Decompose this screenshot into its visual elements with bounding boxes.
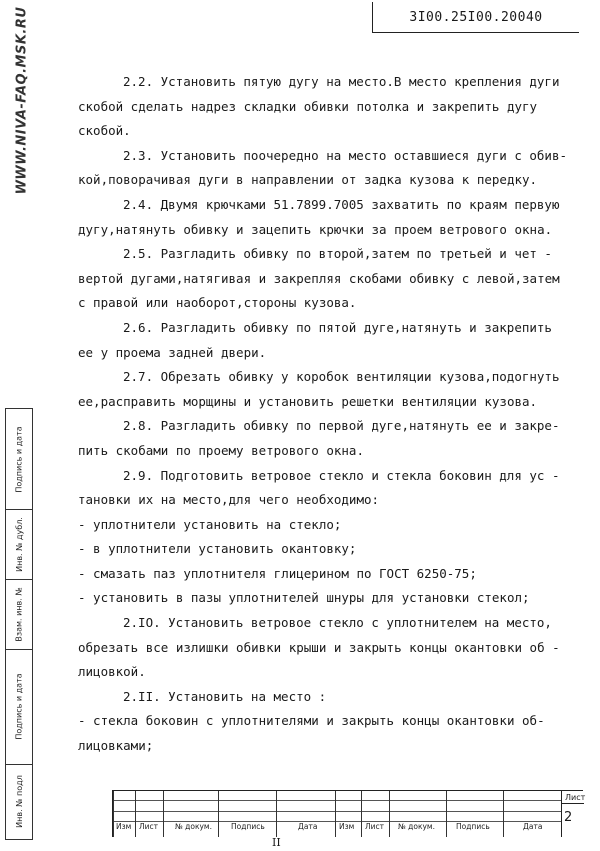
text-line: 2.IO. Установить ветровое стекло с уплотнителем на место, [123,615,552,631]
paragraph [78,685,578,710]
side-stamp-cell [6,579,32,650]
document-code-box [372,2,579,33]
paragraph [78,144,578,193]
text-line: обрезать все излишки обивки крыши и закрыть концы окантовки об - [78,639,560,655]
text-line: 2.6. Разгладить обивку по пятой дуге,натянуть и закрепить [123,319,552,335]
paragraph [78,242,578,316]
text-line: вертой дугами,натягивая и закрепляя скобами обивку с левой,затем [78,270,560,286]
grid-line [113,811,561,812]
title-block-label: Лист [139,822,159,831]
grid-line [135,791,136,837]
title-block-label: Изм [116,822,132,831]
text-line: 2.5. Разгладить обивку по второй,затем по третьей и чет - [123,246,552,262]
title-block-label: Дата [523,822,543,831]
side-stamp-label: Инв. № дубл. [14,516,24,572]
title-block [112,790,586,837]
grid-line [113,791,114,837]
text-line: скобой. [78,123,131,139]
grid-line [503,791,504,837]
text-line: 2.4. Двумя крючками 51.7899.7005 захватить по краям первую [123,196,560,212]
document-body [78,70,578,759]
text-line: 2.8. Разгладить обивку по первой дуге,натянуть ее и закре- [123,418,560,434]
sheet-label: Лист [565,793,586,802]
text-line: 2.2. Установить пятую дугу на место.В место крепления дуги [123,74,560,89]
text-line: с правой или наоборот,стороны кузова. [78,295,357,311]
text-line: 2.9. Подготовить ветровое стекло и стекла боковин для ус - [123,467,560,483]
text-line: - уплотнители установить на стекло; [78,516,342,532]
side-stamp-label: Подпись и дата [14,425,24,493]
side-stamp-column [5,408,33,840]
text-line: 2.3. Установить поочередно на место оставшиеся дуги с обив- [123,147,568,163]
title-block-grid [113,791,561,837]
paragraph [78,365,578,414]
title-block-label: № докум. [398,822,435,831]
text-line: лицовками; [78,738,154,754]
paragraph [78,513,578,611]
text-line: - стекла боковин с уплотнителями и закрыть концы окантовки об- [78,713,545,729]
title-block-label: № докум. [175,822,212,831]
paragraph [78,316,578,365]
text-line: - смазать паз уплотнителя глицерином по ГОСТ 6250-75; [78,565,477,581]
side-stamp-cell [6,509,32,580]
paragraph [78,70,578,144]
page-footer-number: II [272,836,281,849]
text-line: ее,расправить морщины и установить решетки вентиляции кузова. [78,393,538,409]
watermark-text: WWW.NIVA-FAQ.MSK.RU [14,6,30,194]
text-line: ее у проема задней двери. [78,344,267,360]
paragraph [78,193,578,242]
paragraph [78,709,578,758]
grid-line [276,791,277,837]
text-line: - в уплотнители установить окантовку; [78,541,357,557]
side-stamp-cell [6,649,32,765]
grid-line [163,791,164,837]
side-stamp-label: Инв. № подл [14,775,24,828]
grid-line [389,791,390,837]
title-block-label: Лист [365,822,385,831]
side-stamp-cell [6,764,32,839]
title-block-label: Подпись [456,822,490,831]
text-line: тановки их на место,для чего необходимо: [78,492,380,508]
grid-line [113,800,561,801]
document-code: 3I00.25I00.20040 [409,9,543,25]
title-block-label: Изм [339,822,355,831]
paragraph [78,464,578,513]
text-line: дугу,натянуть обивку и зацепить крючки за проем ветрового окна. [78,221,553,237]
paragraph [78,611,578,685]
side-stamp-label: Взам. инв. № [14,586,24,642]
text-line: скобой сделать надрез складки обивки потолка и закрепить дугу [78,98,538,114]
grid-line [361,791,362,837]
title-block-label: Подпись [231,822,265,831]
grid-line [335,791,336,837]
title-block-label: Дата [298,822,318,831]
grid-line [446,791,447,837]
sheet-number: 2 [564,810,573,825]
text-line: - установить в пазы уплотнителей шнуры для установки стекол; [78,590,530,606]
grid-line [218,791,219,837]
website-watermark [2,0,42,200]
text-line: 2.7. Обрезать обивку у коробок вентиляции кузова,подогнуть [123,369,560,385]
text-line: пить скобами по проему ветрового окна. [78,442,364,458]
text-line: кой,поворачивая дуги в направлении от задка кузова к передку. [78,172,538,188]
text-line: лицовкой. [78,664,146,680]
paragraph [78,414,578,463]
side-stamp-label: Подпись и дата [14,673,24,740]
side-stamp-cell [6,409,32,510]
text-line: 2.II. Установить на место : [123,688,327,704]
